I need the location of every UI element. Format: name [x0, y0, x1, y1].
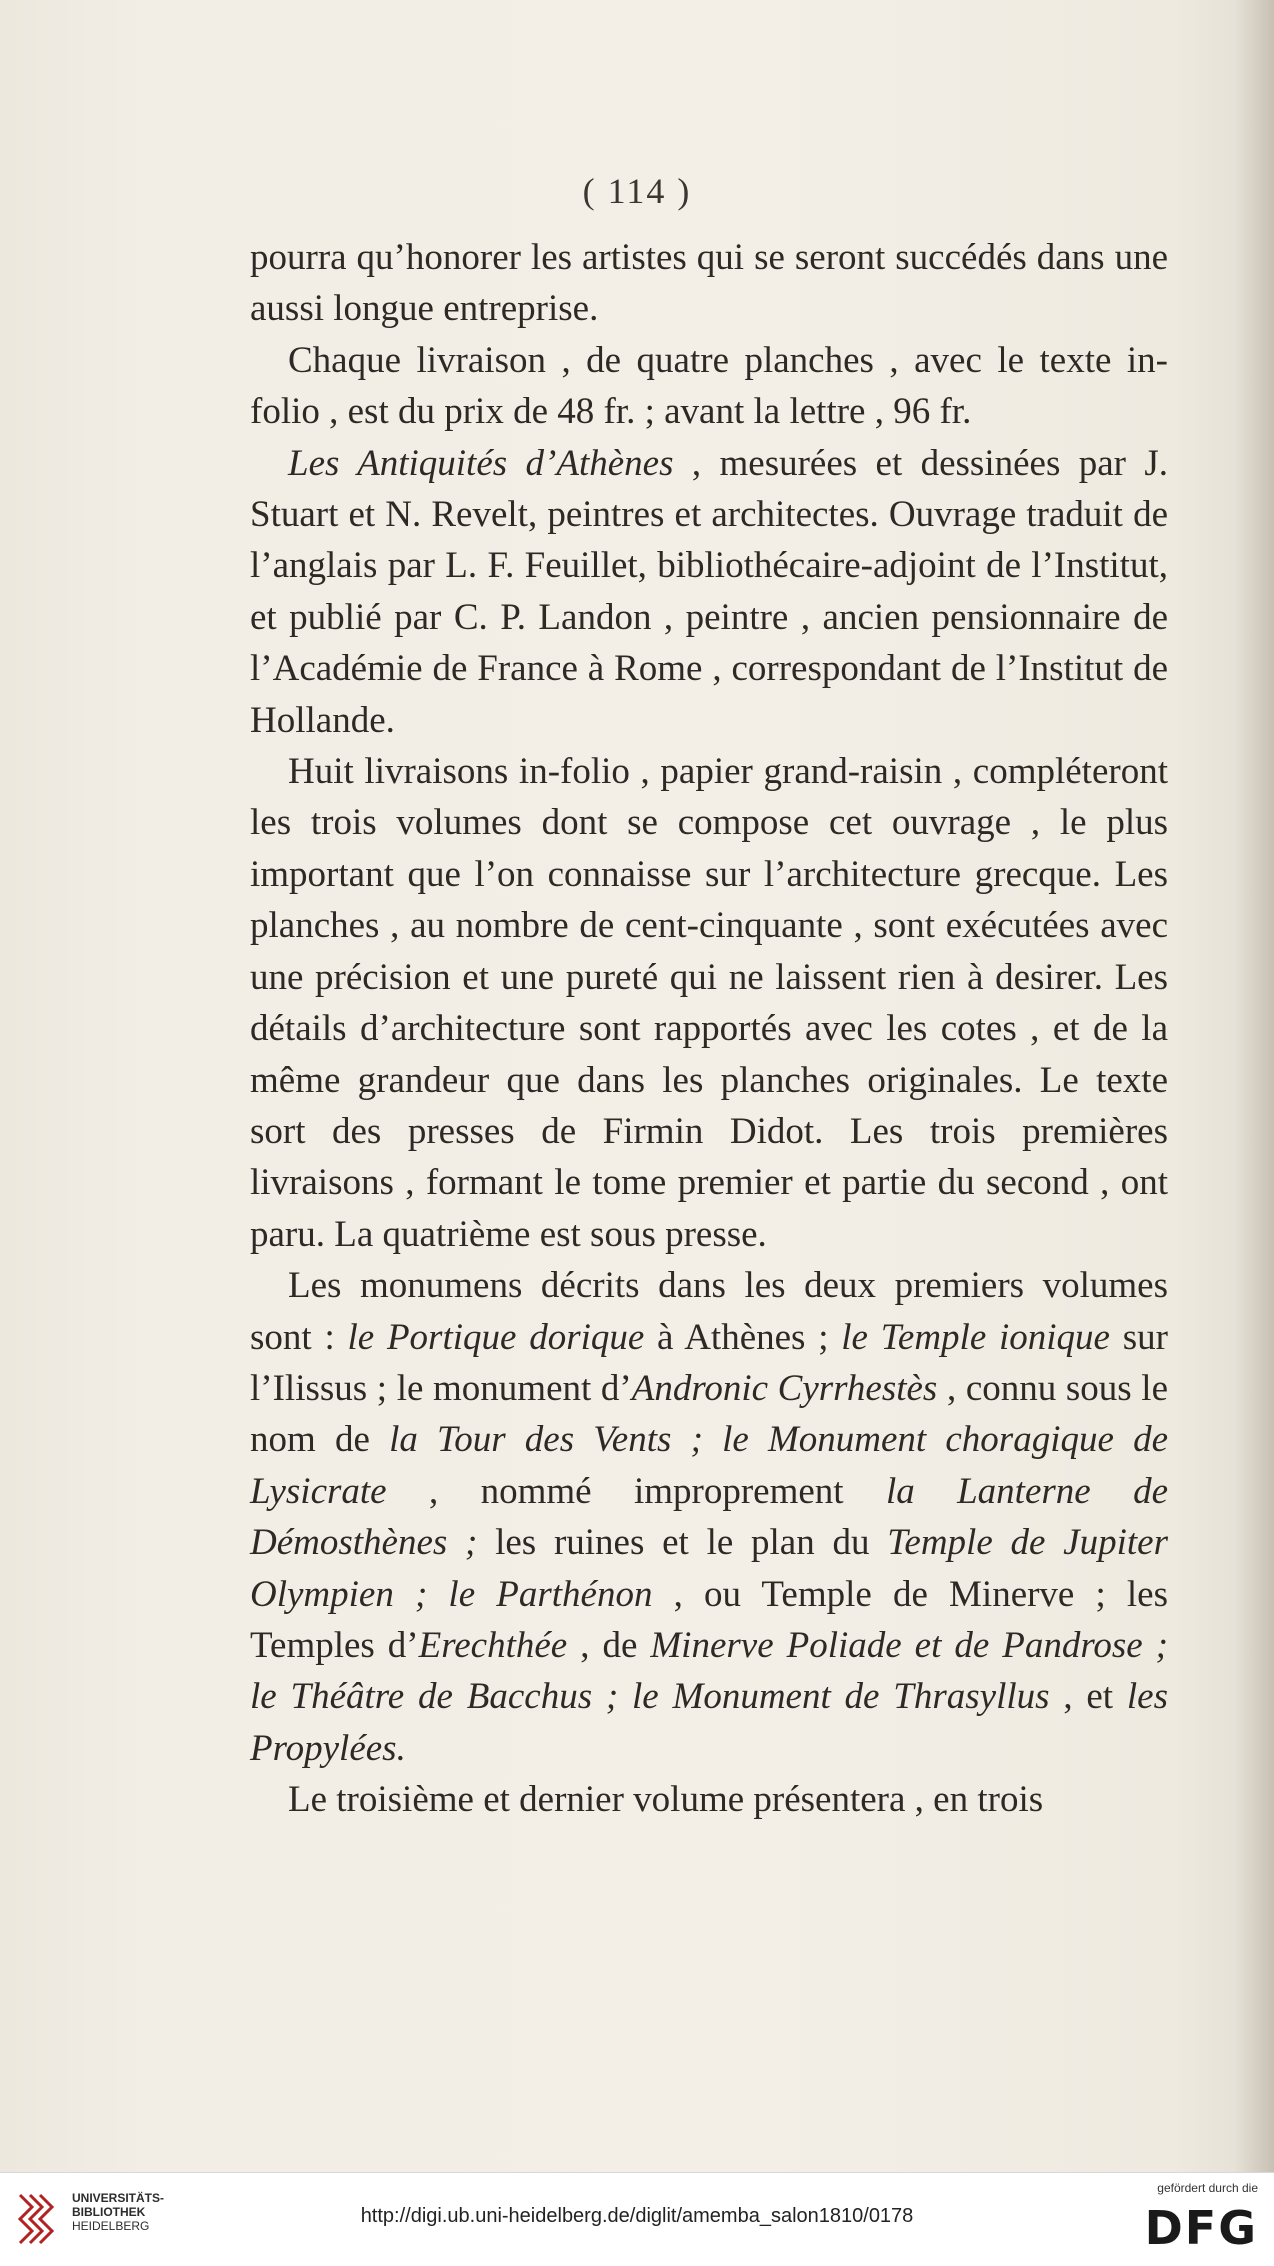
dfg-logo: DFG	[1144, 2201, 1258, 2255]
permalink-url[interactable]: http://digi.ub.uni-heidelberg.de/diglit/amemba_salon1810/0178	[360, 2205, 914, 2227]
library-name-line3: HEIDELBERG	[72, 2219, 150, 2233]
page-body-text	[250, 232, 1168, 1826]
library-name-line1: UNIVERSITÄTS-	[72, 2191, 165, 2205]
paragraph-4: Huit livraisons in-folio , papier grand-raisin , compléteront les trois volumes dont se compose cet ouvrage , le plus important que l’on connaisse sur l’architecture grecque. Les planches , au nombre de cent-cinquante , sont exécutées avec une précision et une pureté qui ne laissent rien à desirer. Les détails d’architecture sont rapportés avec les cotes , et de la même grandeur que dans les planches originales. Le texte sort des presses de Firmin Didot. Les trois premières livraisons , formant le tome premier et partie du second , ont paru. La quatrième est sous presse.	[250, 751, 1168, 1255]
paragraph-5: Les monumens décrits dans les deux premiers volumes sont : le Portique dorique à Athènes ; le Temple ionique sur l’Ilissus ; le monument d’Andronic Cyrrhestès , connu sous le nom de la Tour des Vents ; le Monument choragique de Lysicrate , nommé improprement la Lanterne de Démosthènes ; les ruines et le plan du Temple de Jupiter Olympien ; le Parthénon , ou Temple de Minerve ; les Temples d’Erechthée , de Minerve Poliade et de Pandrose ; le Théâtre de Bacchus ; le Monument de Thrasyllus , et les Propylées.	[250, 1265, 1168, 1769]
paragraph-3: Les Antiquités d’Athènes , mesurées et dessinées par J. Stuart et N. Revelt, peintres et architectes. Ouvrage traduit de l’anglais par L. F. Feuillet, bibliothécaire-adjoint de l’Institut, et publié par C. P. Landon , peintre , ancien pensionnaire de l’Académie de France à Rome , correspondant de l’Institut de Hollande.	[250, 442, 1169, 741]
library-name-line2: BIBLIOTHEK	[72, 2205, 146, 2219]
paragraph-6: Le troisième et dernier volume présentera , en trois	[288, 1779, 1044, 1821]
funder-caption: gefördert durch die	[1157, 2181, 1258, 2195]
page-number: ( 114 )	[582, 171, 692, 211]
page-gutter-shadow	[1234, 0, 1274, 2172]
paragraph-1: pourra qu’honorer les artistes qui se seront succédés dans une aussi longue entreprise.	[250, 237, 1168, 330]
viewer-footer	[0, 2172, 1274, 2266]
paragraph-2: Chaque livraison , de quatre planches , avec le texte in-folio , est du prix de 48 fr. ; avant la lettre , 96 fr.	[250, 339, 1168, 433]
